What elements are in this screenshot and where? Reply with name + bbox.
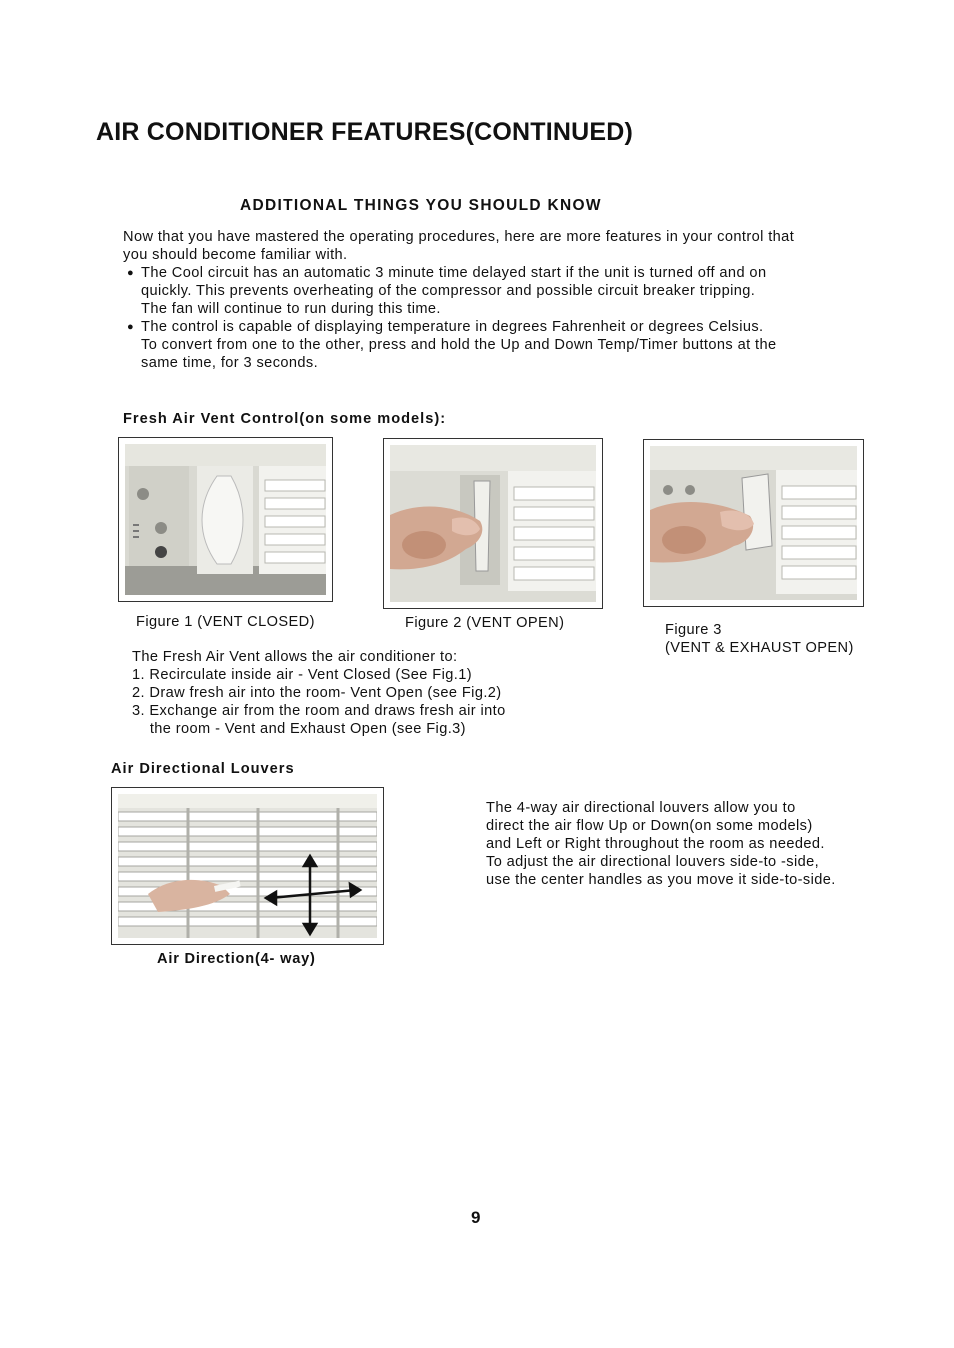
bullet-line: The Cool circuit has an automatic 3 minute time delayed start if the unit is turned off and on (141, 265, 767, 281)
figure-3-caption-line: Figure 3 (665, 622, 722, 638)
fresh-air-heading: Fresh Air Vent Control(on some models): (123, 411, 447, 427)
vent-open-photo (390, 445, 596, 602)
louvers-heading: Air Directional Louvers (111, 761, 295, 777)
description-line: direct the air flow Up or Down(on some models) (486, 818, 813, 834)
intro-line: Now that you have mastered the operating procedures, here are more features in your control that (123, 229, 795, 245)
figure-3-vent-exhaust-open (643, 439, 864, 607)
description-line: the room - Vent and Exhaust Open (see Fig.3) (132, 721, 466, 737)
bullet-line: The control is capable of displaying temperature in degrees Fahrenheit or degrees Celsius. (141, 319, 764, 335)
louvers-photo (118, 794, 377, 938)
air-direction-caption: Air Direction(4- way) (157, 951, 316, 967)
description-line: 2. Draw fresh air into the room- Vent Open (see Fig.2) (132, 685, 502, 701)
description-line: The Fresh Air Vent allows the air conditioner to: (132, 649, 458, 665)
bullet-icon: ● (127, 267, 135, 279)
bullet-item (123, 264, 777, 318)
description-line: and Left or Right throughout the room as needed. (486, 836, 825, 852)
page-title: AIR CONDITIONER FEATURES(CONTINUED) (96, 118, 634, 146)
bullet-line: quickly. This prevents overheating of the compressor and possible circuit breaker tripping. (141, 283, 756, 299)
vent-closed-photo (125, 444, 326, 595)
section-subheading: ADDITIONAL THINGS YOU SHOULD KNOW (240, 197, 602, 214)
intro-paragraph (123, 228, 794, 264)
bullet-line: The fan will continue to run during this time. (141, 301, 441, 317)
bullet-line: To convert from one to the other, press and hold the Up and Down Temp/Timer buttons at the (141, 337, 777, 353)
description-line: The 4-way air directional louvers allow you to (486, 800, 796, 816)
intro-line: you should become familiar with. (123, 247, 348, 263)
page-number: 9 (471, 1208, 481, 1227)
figure-air-direction (111, 787, 384, 945)
figure-1-caption: Figure 1 (VENT CLOSED) (136, 614, 315, 630)
bullet-line: same time, for 3 seconds. (141, 355, 319, 371)
bullet-icon: ● (127, 321, 135, 333)
louvers-description (486, 799, 836, 889)
fresh-air-description (132, 648, 506, 738)
figure-3-caption (665, 621, 854, 657)
figure-2-caption: Figure 2 (VENT OPEN) (405, 615, 565, 631)
vent-exhaust-open-photo (650, 446, 857, 600)
figure-1-vent-closed (118, 437, 333, 602)
description-line: 1. Recirculate inside air - Vent Closed (See Fig.1) (132, 667, 472, 683)
bullet-item (123, 318, 777, 372)
figure-3-caption-line: (VENT & EXHAUST OPEN) (665, 640, 854, 656)
figure-2-vent-open (383, 438, 603, 609)
description-line: 3. Exchange air from the room and draws fresh air into (132, 703, 506, 719)
description-line: To adjust the air directional louvers side-to -side, (486, 854, 820, 870)
bullet-list (123, 264, 777, 372)
description-line: use the center handles as you move it side-to-side. (486, 872, 836, 888)
